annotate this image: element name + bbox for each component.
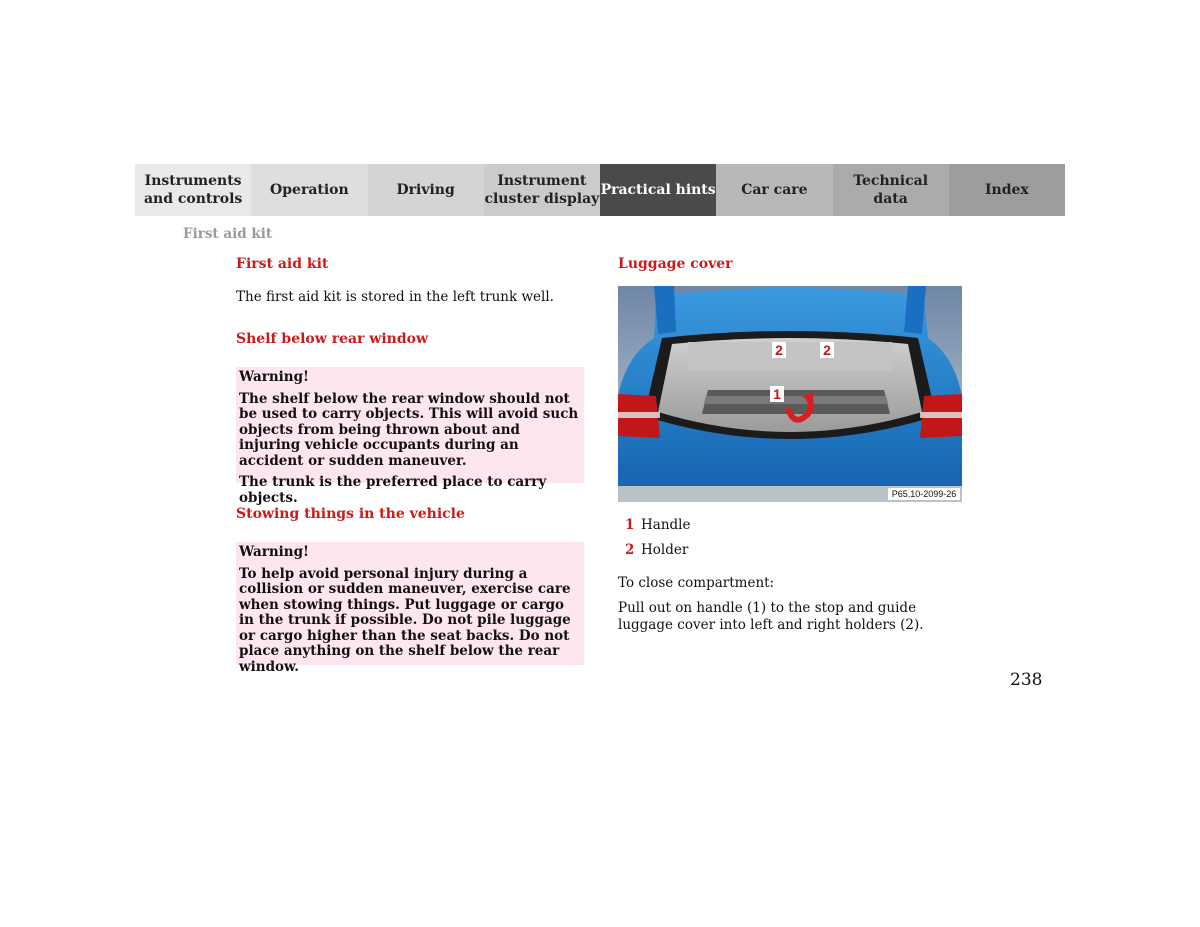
legend-item (618, 517, 690, 533)
page-number: 238 (1010, 670, 1043, 690)
shelf-warning-box (236, 367, 584, 506)
close-intro: To close compartment: (618, 575, 775, 591)
tab-technical-data[interactable]: Technical data (833, 164, 949, 216)
legend-label: Holder (641, 542, 689, 558)
tab-index[interactable]: Index (949, 164, 1065, 216)
stowing-heading: Stowing things in the vehicle (236, 506, 465, 522)
first-aid-kit-text: The first aid kit is stored in the left trunk well. (236, 289, 554, 305)
tab-driving[interactable]: Driving (368, 164, 484, 216)
warning-paragraph: The shelf below the rear window should not be used to carry objects. This will avoid such objects from being thrown about and injuring vehicle occupants during an accident or sudden maneuver. (239, 390, 579, 469)
warning-title: Warning! (239, 544, 309, 560)
chapter-tabs (135, 164, 1065, 216)
legend-label: Handle (641, 517, 691, 533)
figure-code: P65.10-2099-26 (891, 489, 957, 499)
warning-title: Warning! (239, 369, 309, 385)
legend-item (618, 542, 688, 558)
tab-instrument-cluster-display[interactable]: Instrument cluster display (484, 164, 600, 216)
warning-paragraph: To help avoid personal injury during a collision or sudden maneuver, exercise care when stowing things. Put luggage or cargo in the trunk if possible. Do not pile luggage or cargo higher than the seat backs. Do not place anything on the shelf below the rear window. (239, 565, 571, 675)
callout-1: 1 (773, 386, 781, 402)
luggage-cover-photo (618, 286, 962, 502)
stowing-warning-box (236, 542, 584, 675)
callout-2-left: 2 (775, 342, 783, 358)
close-instructions: Pull out on handle (1) to the stop and guide luggage cover into left and right holders (2). (618, 600, 924, 633)
tab-instruments-and-controls[interactable]: Instruments and controls (135, 164, 251, 216)
tab-practical-hints[interactable]: Practical hints (600, 164, 716, 216)
callout-2-right: 2 (823, 342, 831, 358)
legend-number: 1 (625, 517, 635, 533)
breadcrumb: First aid kit (183, 226, 273, 242)
tab-car-care[interactable]: Car care (716, 164, 832, 216)
legend-number: 2 (625, 542, 635, 558)
luggage-cover-heading: Luggage cover (618, 256, 733, 272)
first-aid-kit-heading: First aid kit (236, 256, 329, 272)
tab-operation[interactable]: Operation (251, 164, 367, 216)
warning-paragraph: The trunk is the preferred place to carry objects. (239, 474, 547, 506)
shelf-heading: Shelf below rear window (236, 331, 429, 347)
